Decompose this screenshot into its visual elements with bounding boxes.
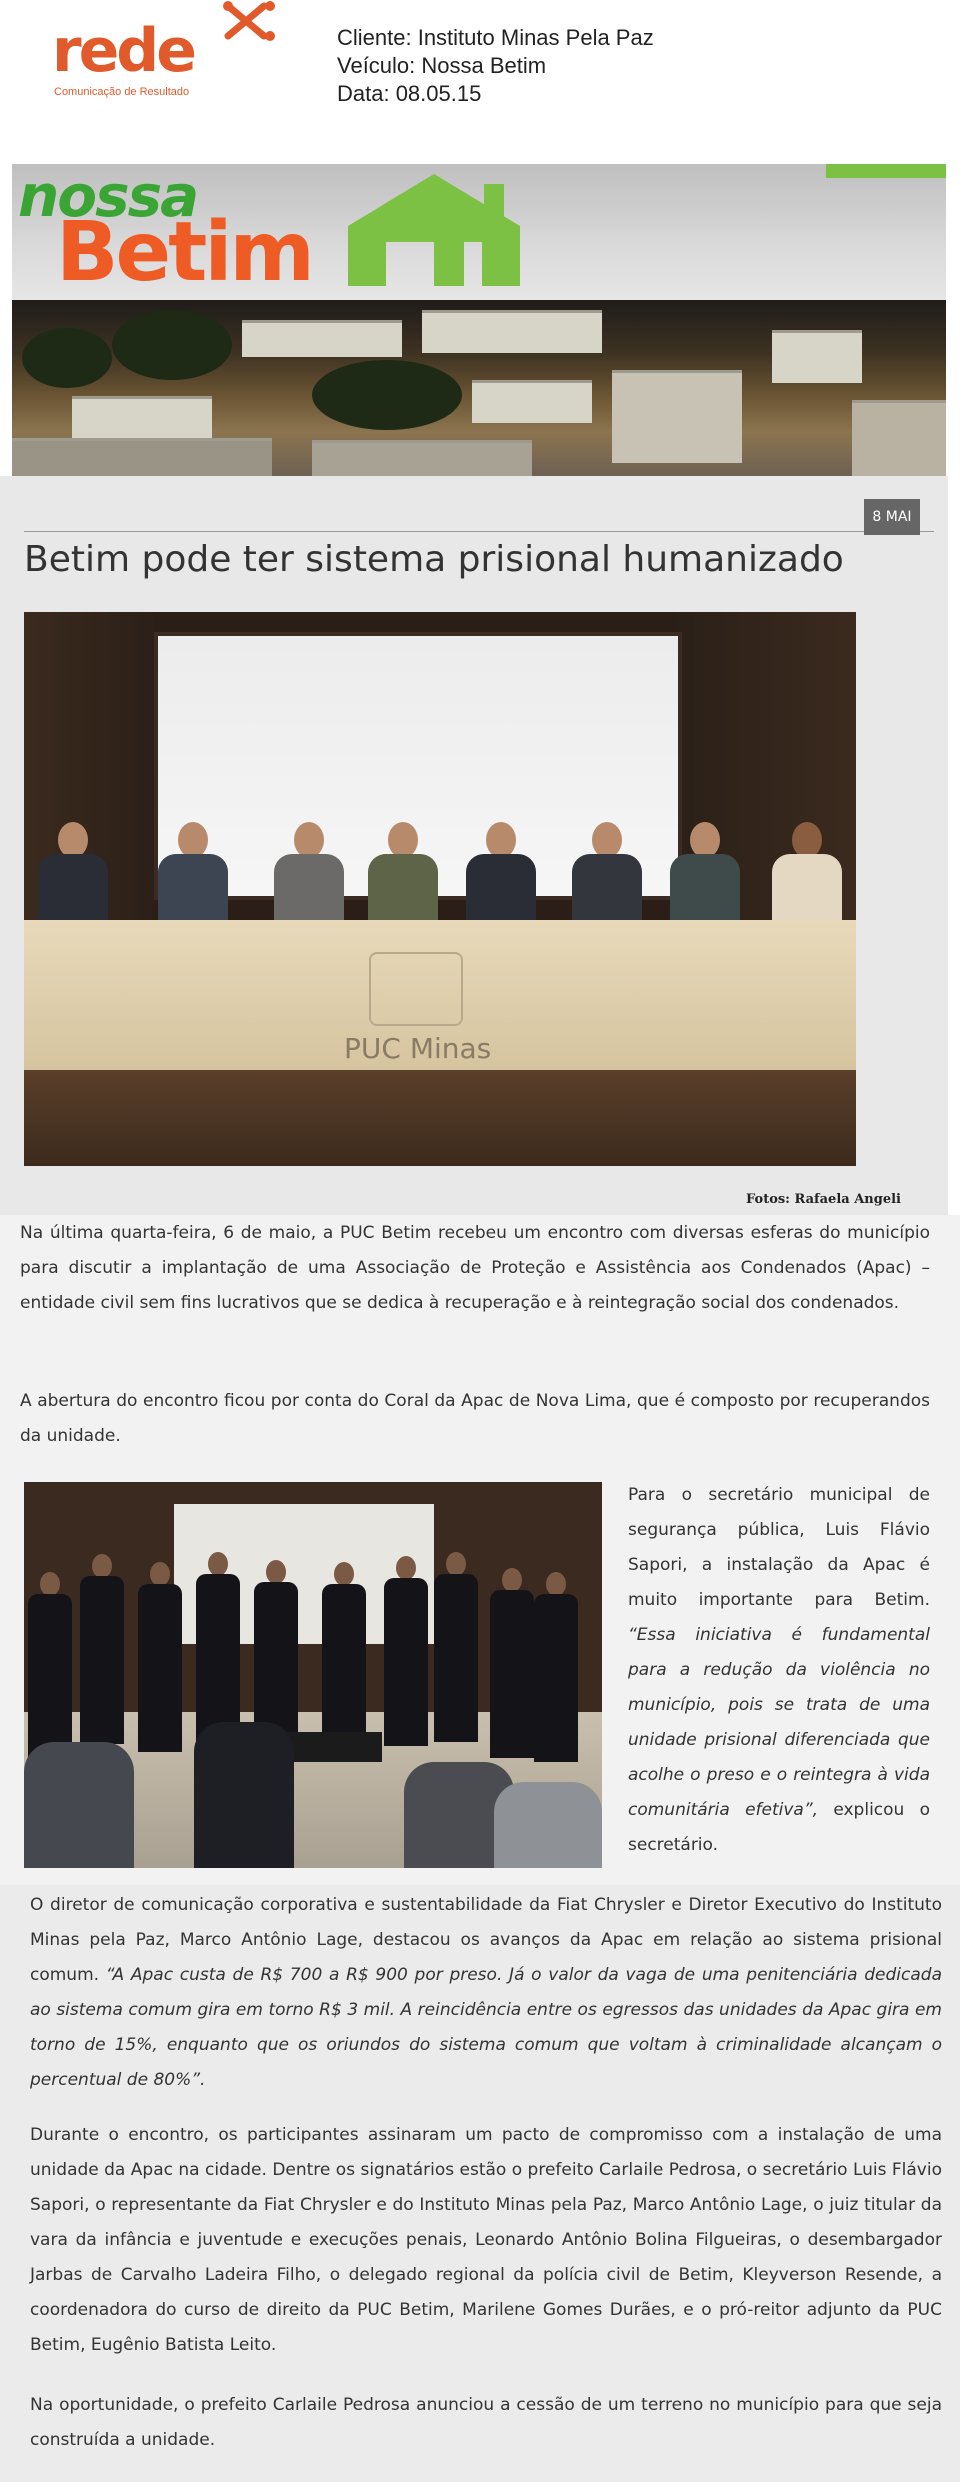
panel-photo [24, 612, 856, 1166]
logo-cross-icon [220, 0, 282, 42]
paragraph-1: Na última quarta-feira, 6 de maio, a PUC Betim recebeu um encontro com diversas esferas do município para discutir a implantação de uma Associação de Proteção e Assistência aos Condenados (Apac) – entidade civil sem fins lucrativos que se dedica à recuperação e à reintegração social dos condenados. [20, 1223, 930, 1313]
article-headline: Betim pode ter sistema prisional humanizado [24, 539, 844, 580]
piano [286, 1732, 382, 1762]
date-line: Data: 08.05.15 [337, 81, 482, 106]
paragraph-3-quote: “Essa iniciativa é fundamental para a redução da violência no município, pois se trata de uma unidade prisional diferenciada que acolhe o preso e o reintegra à vida comunitária efetiva”, [628, 1625, 930, 1820]
choir-photo [24, 1482, 602, 1868]
paragraph-6: Na oportunidade, o prefeito Carlaile Pedrosa anunciou a cessão de um terreno no município para que seja construída a unidade. [30, 2395, 942, 2450]
masthead-betim: Betim [56, 205, 312, 300]
paragraph-5: Durante o encontro, os participantes assinaram um pacto de compromisso com a instalação de uma unidade da Apac na cidade. Dentre os signatários estão o prefeito Carlaile Pedrosa, o secretário Luis Flávio Sapori, o representante da Fiat Chrysler e do Instituto Minas pela Paz, Marco Antônio Lage, o juiz titular da vara da infância e juventude e execuções penais, Leonardo Antônio Bolina Filgueiras, o desembargador Jarbas de Carvalho Ladeira Filho, o delegado regional da polícia civil de Betim, Kleyverson Resende, a coordenadora do curso de direito da PUC Betim, Marilene Gomes Durães, e o pró-reitor adjunto da PUC Betim, Eugênio Batista Leito. [30, 2125, 942, 2355]
paragraph-3 [628, 1478, 930, 1863]
house-icon [334, 164, 546, 300]
rede-logo [52, 0, 282, 108]
date-badge: 8 MAI [864, 499, 920, 535]
paragraph-4-lead: O diretor de comunicação corporativa e sustentabilidade da Fiat Chrysler e Diretor Executivo do Instituto Minas pela Paz, Marco Antônio Lage, destacou os avanços da Apac em relação ao sistema prisional comum. [30, 1895, 942, 1985]
paragraph-3-lead: Para o secretário municipal de segurança pública, Luis Flávio Sapori, a instalação da Apac é muito importante para Betim. [628, 1485, 930, 1610]
logo-wordmark: rede [52, 16, 194, 86]
clipping-meta [337, 24, 654, 108]
puc-minas-label: PUC Minas [344, 1032, 492, 1065]
paragraph-4 [30, 1888, 942, 2098]
paragraph-3-tail: explicou o secretário. [628, 1800, 930, 1855]
vehicle-line: Veículo: Nossa Betim [337, 53, 547, 78]
masthead-accent-bar [826, 164, 946, 178]
masthead-banner [12, 164, 946, 476]
city-photo [12, 300, 946, 476]
photo-credit: Fotos: Rafaela Angeli [746, 1192, 901, 1207]
paragraph-4-quote: “A Apac custa de R$ 700 a R$ 900 por preso. Já o valor da vaga de uma penitenciária dedicada ao sistema comum gira em torno R$ 3 mil. A reincidência entre os egressos das unidades da Apac gira em torno de 15%, enquanto que os oriundos do sistema comum que voltam à criminalidade alcançam o percentual de 80%”. [30, 1965, 942, 2090]
headline-rule [24, 531, 934, 532]
paragraph-2: A abertura do encontro ficou por conta do Coral da Apac de Nova Lima, que é composto por recuperandos da unidade. [20, 1391, 930, 1446]
masthead-nossa: nossa [18, 164, 198, 230]
puc-emblem-icon [369, 952, 463, 1026]
client-line: Cliente: Instituto Minas Pela Paz [337, 25, 654, 50]
logo-tagline: Comunicação de Resultado [54, 86, 190, 98]
